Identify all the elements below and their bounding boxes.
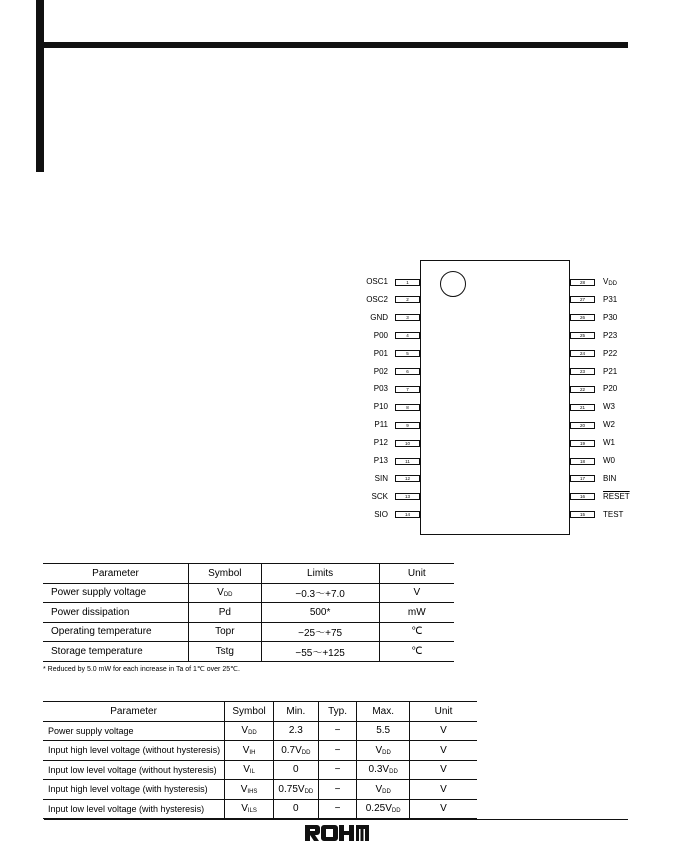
table-cell: $0.3V_{DD}$ xyxy=(357,760,410,780)
pin-label: P02 xyxy=(373,366,388,376)
table-cell: Pd xyxy=(189,603,262,623)
pin-label: P00 xyxy=(373,330,388,340)
table-cell: V xyxy=(409,799,477,819)
pin-label: BIN xyxy=(603,473,617,483)
table-cell: 0 xyxy=(273,799,318,819)
pin-number: 9 xyxy=(395,422,420,429)
column-header: Typ. xyxy=(318,702,357,722)
pin-number: 15 xyxy=(570,511,595,518)
pin-24 xyxy=(570,348,650,360)
pin-label: P13 xyxy=(373,456,388,465)
table-cell: $0.25V_{DD}$ xyxy=(357,799,410,819)
pin-27 xyxy=(570,294,650,306)
pin-21 xyxy=(570,401,650,413)
pin-number: 21 xyxy=(570,404,595,411)
column-header: Limits xyxy=(261,564,379,584)
table-cell: −0.3〜+7.0 xyxy=(261,583,379,603)
table-cell: 5.5 xyxy=(357,721,410,741)
pin1-index-mark xyxy=(440,271,466,297)
column-header: Parameter xyxy=(43,702,225,722)
table-cell: $V_{IL}$ xyxy=(225,760,274,780)
pin-19 xyxy=(570,437,650,449)
table-cell: − xyxy=(318,780,357,800)
pin-6 xyxy=(340,366,420,378)
pin-number: 24 xyxy=(570,350,595,357)
column-header: Unit xyxy=(409,702,477,722)
table-cell: $V_{DD}$ xyxy=(357,780,410,800)
table-cell: Input low level voltage (without hysteresis) xyxy=(43,760,225,780)
table-cell: Operating temperature xyxy=(43,622,189,642)
recommended-operating-conditions-table xyxy=(43,701,477,819)
header-horizontal-rule xyxy=(44,42,628,48)
table-cell: $0.7V_{DD}$ xyxy=(273,741,318,761)
pin-number: 5 xyxy=(395,350,420,357)
pin-label: W1 xyxy=(603,438,615,448)
pin-5 xyxy=(340,348,420,360)
pin-label: P23 xyxy=(603,330,618,340)
table-cell: Topr xyxy=(189,622,262,642)
pin-label: W3 xyxy=(603,402,615,412)
pin-number: 28 xyxy=(570,279,595,286)
pin-number: 7 xyxy=(395,386,420,393)
pin-label: SIN xyxy=(374,473,388,483)
pin-number: 18 xyxy=(570,458,595,465)
pin-20 xyxy=(570,419,650,431)
table-row xyxy=(43,721,477,741)
column-header: Symbol xyxy=(225,702,274,722)
pin-number: 1 xyxy=(395,279,420,286)
pin-28 xyxy=(570,276,650,288)
ic-package-outline xyxy=(420,260,570,535)
pin-4 xyxy=(340,330,420,342)
table-cell: Input high level voltage (with hysteresis) xyxy=(43,780,225,800)
pin-number: 25 xyxy=(570,332,595,339)
pin-10 xyxy=(340,437,420,449)
pin-number: 27 xyxy=(570,296,595,303)
table-cell: $V_{ILS}$ xyxy=(225,799,274,819)
footer-rule xyxy=(44,819,628,820)
pin-13 xyxy=(340,491,420,503)
pin-number: 14 xyxy=(395,511,420,518)
table-cell: Power supply voltage xyxy=(43,583,189,603)
pin-label: P31 xyxy=(603,294,618,304)
table-cell: V xyxy=(379,583,454,603)
pin-label: P03 xyxy=(373,384,388,394)
pin-7 xyxy=(340,383,420,395)
pin-label: P10 xyxy=(373,402,388,412)
pin-12 xyxy=(340,473,420,485)
table-cell: − xyxy=(318,799,357,819)
pin-label: RESET xyxy=(603,491,630,501)
table-cell: Power dissipation xyxy=(43,603,189,623)
table-cell: Power supply voltage xyxy=(43,721,225,741)
pin-15 xyxy=(570,509,650,521)
pin-14 xyxy=(340,509,420,521)
table-row xyxy=(43,741,477,761)
pin-label: P21 xyxy=(603,366,618,376)
table-row xyxy=(43,642,454,662)
table-cell: 500* xyxy=(261,603,379,623)
header-vertical-bar xyxy=(36,0,44,172)
pin-number: 22 xyxy=(570,386,595,393)
table-cell: $V_{DD}$ xyxy=(357,741,410,761)
table-cell: ℃ xyxy=(379,642,454,662)
pin-2 xyxy=(340,294,420,306)
table-cell: V xyxy=(409,741,477,761)
pin-label: P20 xyxy=(603,384,618,394)
pin-22 xyxy=(570,383,650,395)
table-cell: − xyxy=(318,760,357,780)
column-header: Max. xyxy=(357,702,410,722)
table-cell: mW xyxy=(379,603,454,623)
column-header: Parameter xyxy=(43,564,189,584)
pin-number: 4 xyxy=(395,332,420,339)
table-row xyxy=(43,583,454,603)
pin-label: P11 xyxy=(374,420,388,430)
table-cell: $V_{IHS}$ xyxy=(225,780,274,800)
table-row xyxy=(43,760,477,780)
pin-number: 3 xyxy=(395,314,420,321)
table-cell: $0.75V_{DD}$ xyxy=(273,780,318,800)
absolute-maximum-ratings-table xyxy=(43,563,454,662)
pin-8 xyxy=(340,401,420,413)
pin-11 xyxy=(340,455,420,467)
table-cell: −25〜+75 xyxy=(261,622,379,642)
table-cell: −55〜+125 xyxy=(261,642,379,662)
pin-23 xyxy=(570,366,650,378)
table-cell: Storage temperature xyxy=(43,642,189,662)
table-cell: V xyxy=(409,760,477,780)
pin-25 xyxy=(570,330,650,342)
pin-number: 13 xyxy=(395,493,420,500)
rohm-logo xyxy=(304,822,370,842)
pin-label: OSC1 xyxy=(366,277,388,286)
pin-16 xyxy=(570,491,650,503)
pin-number: 10 xyxy=(395,440,420,447)
table-row xyxy=(43,799,477,819)
pin-label: W2 xyxy=(603,420,615,430)
table-cell: Tstg xyxy=(189,642,262,662)
pin-9 xyxy=(340,419,420,431)
pin-3 xyxy=(340,312,420,324)
pin-number: 23 xyxy=(570,368,595,375)
table-row xyxy=(43,603,454,623)
table-cell: − xyxy=(318,741,357,761)
pin-17 xyxy=(570,473,650,485)
pin-number: 26 xyxy=(570,314,595,321)
table-cell: $V_{DD}$ xyxy=(189,583,262,603)
table-footnote: * Reduced by 5.0 mW for each increase in Ta of 1℃ over 25℃. xyxy=(43,666,240,673)
pin-label: P30 xyxy=(603,312,618,322)
pin-label: P01 xyxy=(373,348,388,358)
table-cell: V xyxy=(409,780,477,800)
table-cell: Input high level voltage (without hysteresis) xyxy=(43,741,225,761)
table-cell: ℃ xyxy=(379,622,454,642)
pin-label: SIO xyxy=(374,509,388,519)
pin-label: W0 xyxy=(603,456,615,465)
table-row xyxy=(43,622,454,642)
table-row xyxy=(43,780,477,800)
pin-number: 20 xyxy=(570,422,595,429)
pin-number: 17 xyxy=(570,475,595,482)
pin-number: 19 xyxy=(570,440,595,447)
pin-label: OSC2 xyxy=(366,294,388,304)
pin-18 xyxy=(570,455,650,467)
pin-number: 11 xyxy=(395,458,420,465)
table-cell: $V_{IH}$ xyxy=(225,741,274,761)
pin-1 xyxy=(340,276,420,288)
pin-number: 16 xyxy=(570,493,595,500)
table-cell: V xyxy=(409,721,477,741)
pin-label: TEST xyxy=(603,509,624,519)
pin-label: GND xyxy=(370,312,388,322)
pin-number: 8 xyxy=(395,404,420,411)
pin-number: 6 xyxy=(395,368,420,375)
column-header: Min. xyxy=(273,702,318,722)
pin-number: 12 xyxy=(395,475,420,482)
table-cell: 0 xyxy=(273,760,318,780)
pin-label: P22 xyxy=(603,348,618,358)
pin-label: P12 xyxy=(373,438,388,448)
pin-26 xyxy=(570,312,650,324)
table-cell: $V_{DD}$ xyxy=(225,721,274,741)
table-cell: Input low level voltage (with hysteresis) xyxy=(43,799,225,819)
table-cell: 2.3 xyxy=(273,721,318,741)
pin-label: $V_{DD}$ xyxy=(603,276,618,287)
pin-number: 2 xyxy=(395,296,420,303)
pin-label: SCK xyxy=(371,491,388,501)
table-cell: − xyxy=(318,721,357,741)
column-header: Unit xyxy=(379,564,454,584)
column-header: Symbol xyxy=(189,564,262,584)
